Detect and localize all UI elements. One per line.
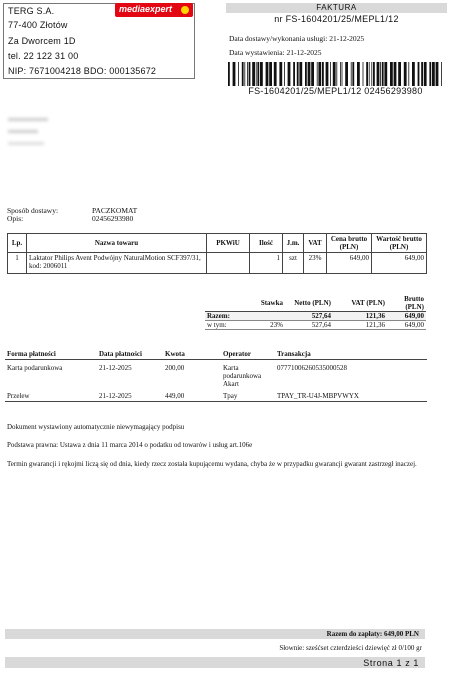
vat-total-brutto: 649,00 [404, 312, 424, 320]
vat-rate: 23% [270, 321, 283, 329]
issue-date: Data wystawienia: 21-12-2025 [229, 48, 322, 57]
item-qty: 1 [250, 253, 283, 274]
barcode-bar [297, 62, 299, 86]
pay-amount: 200,00 [165, 364, 185, 372]
invoice-title: FAKTURA [316, 3, 357, 12]
barcode-bar [357, 62, 360, 86]
item-price: 649,00 [327, 253, 372, 274]
table-row [8, 253, 427, 274]
barcode-bar [418, 62, 420, 86]
pay-operator: Karta podarunkowa Akart [223, 364, 262, 388]
barcode-bar [352, 62, 354, 86]
barcode-bar [436, 62, 439, 86]
delivery-desc-value: 02456293980 [92, 214, 134, 223]
item-lp: 1 [8, 253, 27, 274]
page-footer-bar [5, 657, 425, 668]
blurred-buyer-line [8, 130, 38, 133]
barcode-bar [340, 62, 341, 86]
pay-th-amount: Kwota [165, 350, 185, 358]
vat-total-netto: 527,64 [311, 312, 331, 320]
seller-street: Za Dworcem 1D [8, 36, 76, 46]
barcode-bar [421, 62, 423, 86]
delivery-method-label: Sposób dostawy: [7, 206, 59, 215]
barcode-bar [279, 62, 282, 86]
vat-th-rate: Stawka [260, 299, 283, 307]
barcode-bar [408, 62, 409, 86]
barcode-bar [257, 62, 259, 86]
pay-date: 21-12-2025 [99, 364, 132, 372]
item-unit: szt [283, 253, 304, 274]
barcode-bar [373, 62, 375, 86]
th-vat: VAT [304, 234, 327, 253]
pay-th-date: Data płatności [99, 350, 142, 358]
item-name: Laktator Philips Avent Podwójny NaturalMotion SCF397/31, kod: 2006011 [27, 253, 207, 274]
barcode-bar [390, 62, 393, 86]
barcode-bar [288, 62, 291, 86]
barcode-bar [317, 62, 318, 86]
logo-dot-icon [181, 6, 189, 14]
barcode-bar [305, 62, 307, 86]
barcode-bar [363, 62, 364, 86]
barcode-bar [429, 62, 431, 86]
barcode-bar [284, 62, 285, 86]
seller-name: TERG S.A. [8, 6, 55, 16]
barcode-bar [404, 62, 407, 86]
pay-transaction: 07771006260535000528 [277, 364, 347, 372]
barcode-bar [326, 62, 329, 86]
barcode [226, 62, 445, 86]
barcode-bar [351, 62, 352, 86]
note-legal: Podstawa prawna: Ustawa z dnia 11 marca 2014 o podatku od towarów i usług art.106e [7, 441, 253, 449]
barcode-bar [242, 62, 244, 86]
items-header-row [8, 234, 427, 253]
pay-amount: 449,00 [165, 392, 185, 400]
seller-phone: tel. 22 122 31 00 [8, 51, 79, 61]
payments-table [5, 349, 427, 402]
invoice-number: nr FS-1604201/25/MEPL1/12 [274, 14, 399, 24]
total-to-pay: Razem do zapłaty: 649,00 PLN [326, 630, 419, 638]
barcode-bar [252, 62, 255, 86]
barcode-bar [238, 62, 239, 86]
barcode-bar [256, 62, 257, 86]
barcode-bar [269, 62, 272, 86]
vat-th-vat: VAT (PLN) [351, 299, 385, 307]
vat-rate-brutto: 649,00 [404, 321, 424, 329]
barcode-bar [366, 62, 368, 86]
th-lp: Lp. [8, 234, 27, 253]
barcode-bar [247, 62, 248, 86]
vat-in-label: w tym: [207, 321, 227, 329]
vat-total-label: Razem: [207, 312, 230, 320]
note-signature: Dokument wystawiony automatycznie niewymagający podpisu [7, 423, 185, 431]
barcode-bar [377, 62, 380, 86]
total-bar [5, 629, 425, 639]
barcode-bar [249, 62, 251, 86]
mediaexpert-logo [115, 3, 193, 17]
barcode-bar [318, 62, 321, 86]
vat-th-brutto: Brutto (PLN) [404, 295, 424, 311]
delivery-method-value: PACZKOMAT [92, 206, 138, 215]
seller-ids: NIP: 7671004218 BDO: 000135672 [8, 66, 157, 76]
th-pkwiu: PKWiU [207, 234, 250, 253]
barcode-bar [311, 62, 314, 86]
table-row [5, 360, 427, 390]
pay-operator: Tpay [223, 392, 238, 400]
th-price: Cena brutto (PLN) [327, 234, 372, 253]
barcode-bar [244, 62, 245, 86]
barcode-bar [384, 62, 387, 86]
vat-rate-netto: 527,64 [311, 321, 331, 329]
barcode-bar [424, 62, 427, 86]
note-warranty: Termin gwarancji i rękojmi liczą się od dnia, kiedy rzecz została kupującemu wydana, chyba że w przypadku gwarancji gwarant zastrzegł inaczej. [7, 460, 417, 468]
invoice-header [226, 3, 447, 25]
pay-form: Karta podarunkowa [7, 364, 63, 372]
barcode-bar [266, 62, 269, 86]
seller-postal: 77-400 Złotów [8, 20, 68, 30]
item-value: 649,00 [372, 253, 427, 274]
barcode-bar [441, 62, 442, 86]
th-name: Nazwa towaru [27, 234, 207, 253]
vat-th-netto: Netto (PLN) [294, 299, 331, 307]
pay-date: 21-12-2025 [99, 392, 132, 400]
barcode-bar [394, 62, 397, 86]
barcode-bar [293, 62, 295, 86]
barcode-text: FS-1604201/25/MEPL1/12 02456293980 [248, 86, 423, 96]
pay-th-operator: Operator [223, 350, 251, 358]
table-row [5, 389, 427, 402]
item-pkwiu [207, 253, 250, 274]
barcode-bar [228, 62, 230, 86]
vat-header-row [205, 295, 426, 312]
barcode-bar [322, 62, 324, 86]
vat-rate-row [205, 321, 426, 330]
delivery-date: Data dostawy/wykonania usługi: 21-12-2025 [229, 34, 365, 43]
total-in-words: Słownie: sześćset czterdzieści dziewięć zł 0/100 gr [279, 644, 422, 652]
vat-rate-vat: 121,36 [365, 321, 385, 329]
barcode-bar [345, 62, 348, 86]
pay-transaction: TPAY_TR-U4J-MBPVWYX [277, 392, 359, 400]
logo-text: mediaexpert [119, 4, 173, 14]
th-unit: J.m. [283, 234, 304, 253]
barcode-bar [233, 62, 236, 86]
th-qty: Ilość [250, 234, 283, 253]
payments-header-row [5, 349, 427, 360]
barcode-bar [299, 62, 302, 86]
barcode-bar [380, 62, 381, 86]
vat-total-row [205, 312, 426, 321]
barcode-bar [369, 62, 370, 86]
blurred-buyer-line [8, 118, 48, 121]
barcode-bar [412, 62, 415, 86]
items-table [7, 233, 427, 274]
vat-total-vat: 121,36 [365, 312, 385, 320]
barcode-bar [382, 62, 384, 86]
barcode-bar [371, 62, 372, 86]
blurred-buyer-line [8, 142, 44, 145]
th-value: Wartość brutto (PLN) [372, 234, 427, 253]
barcode-bar [274, 62, 277, 86]
pay-form: Przelew [7, 392, 30, 400]
barcode-bar [342, 62, 343, 86]
page-number: Strona 1 z 1 [363, 658, 419, 668]
barcode-bar [333, 62, 336, 86]
barcode-bar [398, 62, 401, 86]
pay-th-transaction: Transakcja [277, 350, 311, 358]
barcode-bar [432, 62, 435, 86]
delivery-desc-label: Opis: [7, 214, 24, 223]
barcode-bar [308, 62, 311, 86]
item-vat: 23% [304, 253, 327, 274]
pay-th-form: Forma płatności [7, 350, 56, 358]
barcode-bar [260, 62, 263, 86]
vat-summary-table [205, 295, 426, 330]
barcode-bar [330, 62, 331, 86]
barcode-bar [336, 62, 337, 86]
